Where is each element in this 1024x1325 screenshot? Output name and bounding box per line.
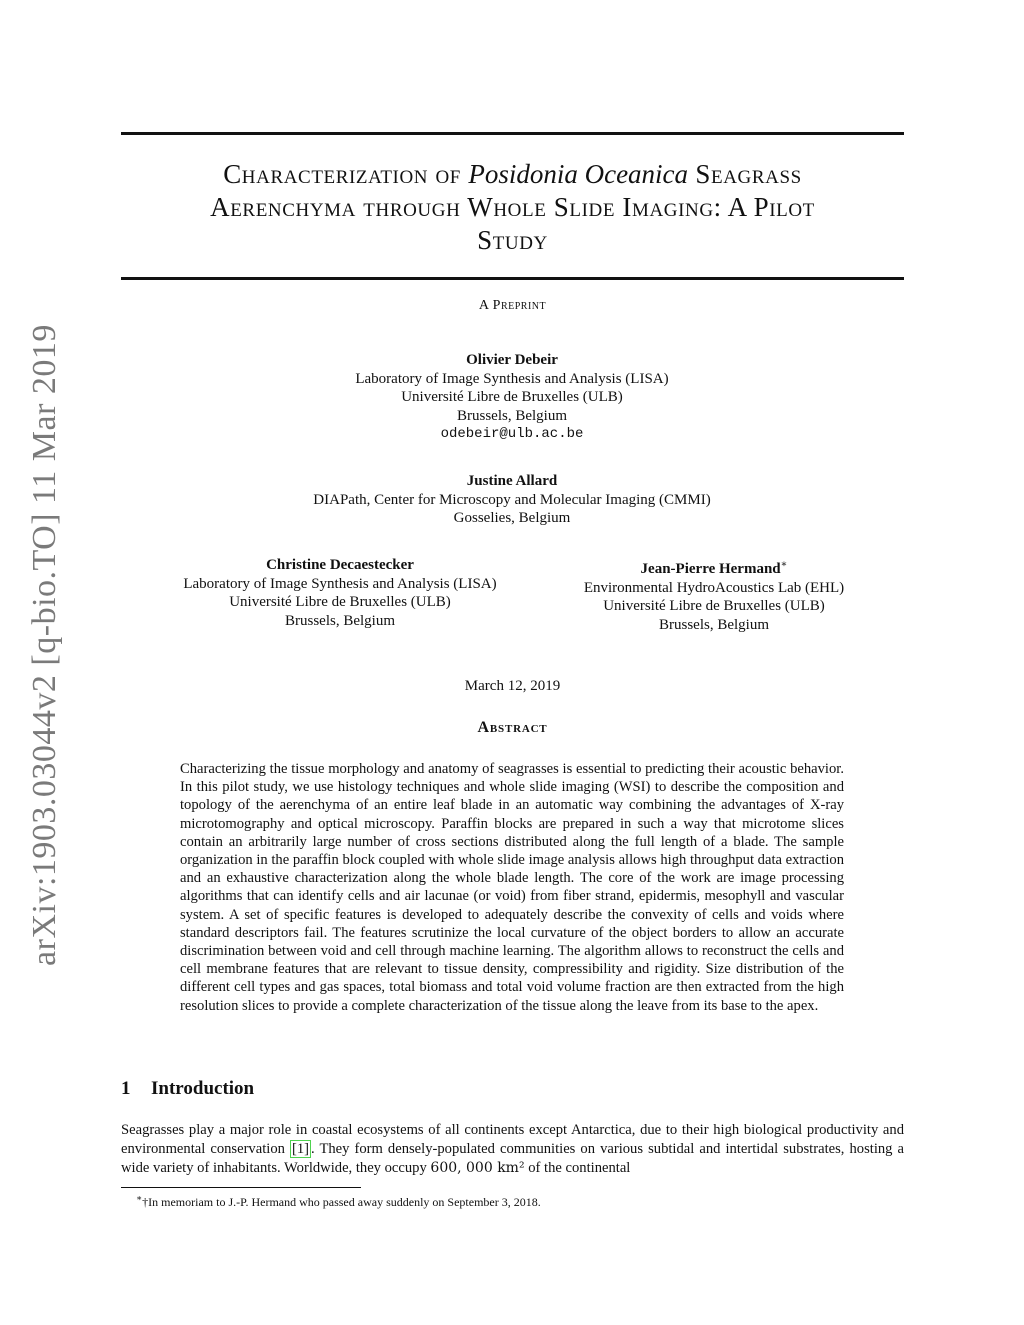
author-name: Christine Decaestecker bbox=[266, 557, 414, 573]
abstract-text: Characterizing the tissue morphology and anatomy of seagrasses is essential to predicting their acoustic behavior. In this pilot study, we use histology techniques and whole slide imaging (WSI) to describe the composition and topology of the aerenchyma of an entire leaf blade in an automatic way combining the advantages of X-ray microtomography and optical microscopy. Paraffin blocks are prepared in such a way that microtome slices contain an arbitrarily large number of cross sections distributed along the full length of a blade. The sample organization in the paraffin block coupled with whole slide image analysis allows high throughput data extraction and an exhaustive characterization along the whole blade length. The core of the work are image processing algorithms that can identify cells and air lacunae (or void) from fiber strand, epidermis, mesophyll and vascular system. A set of specific features is developed to adequately describe the convexity of cells and voids where standard descriptors fail. The features scrutinize the local curvature of the object borders to allow an accurate discrimination between void and cell through machine learning. The algorithm allows to reconstruct the cells and cell membrane features that are relevant to tissue density, compressibility and rigidity. Size distribution of the different cell types and gas spaces, total biomass and total void volume fraction are then extracted from the high resolution slices to provide a complete characterization of the tissue along the leave from its base to the apex. bbox=[180, 761, 844, 1014]
author-email: odebeir@ulb.ac.be bbox=[440, 426, 584, 442]
section-heading bbox=[121, 1078, 254, 1100]
paper-title bbox=[121, 158, 904, 257]
section-title: Introduction bbox=[151, 1078, 255, 1099]
author-block-decaestecker bbox=[140, 556, 540, 630]
title-bottom-rule bbox=[121, 277, 904, 280]
author-affiliation: Université Libre de Bruxelles (ULB) bbox=[603, 598, 825, 614]
title-part2: Seagrass bbox=[688, 159, 802, 189]
author-affiliation: Brussels, Belgium bbox=[658, 616, 769, 633]
title-line3: Study bbox=[477, 225, 548, 255]
author-block-hermand bbox=[564, 556, 864, 634]
author-affiliation: Environmental HydroAcoustics Lab (EHL) bbox=[583, 579, 845, 596]
author-affiliation: Laboratory of Image Synthesis and Analysis (LISA) bbox=[355, 370, 669, 387]
author-name: Justine Allard bbox=[466, 473, 558, 489]
author-name: Jean-Pierre Hermand bbox=[640, 561, 781, 577]
citation-link[interactable]: [1] bbox=[291, 1141, 310, 1157]
title-line2: Aerenchyma through Whole Slide Imaging: A Pilot bbox=[210, 192, 815, 222]
intro-text-middle: . They form densely-populated communities on various subtidal and intertidal substrates, hosting a wide variety of inhabitants. Worldwide, they occupy bbox=[121, 1141, 905, 1176]
footnote-text: †In memoriam to J.-P. Hermand who passed away suddenly on September 3, 2018. bbox=[142, 1195, 541, 1209]
title-top-rule bbox=[121, 132, 904, 135]
intro-text-start: Seagrasses play a major role in coastal ecosystems of all continents except Antarctica, due to their high biological productivity and environmental conservation bbox=[121, 1122, 904, 1157]
author-affiliation: Brussels, Belgium bbox=[284, 612, 395, 629]
footnote bbox=[136, 1193, 541, 1210]
author-affiliation: Gosselies, Belgium bbox=[453, 510, 571, 526]
title-species-name: Posidonia Oceanica bbox=[468, 159, 689, 189]
footnote-marker: ∗ bbox=[780, 559, 788, 570]
author-affiliation: Université Libre de Bruxelles (ULB) bbox=[401, 389, 623, 405]
author-block-debeir bbox=[312, 351, 712, 444]
section-number: 1 bbox=[121, 1078, 131, 1099]
introduction-paragraph bbox=[121, 1121, 904, 1178]
footnote-rule bbox=[121, 1187, 361, 1188]
author-affiliation: Laboratory of Image Synthesis and Analysis (LISA) bbox=[183, 575, 497, 592]
footnote-marker: ∗ bbox=[136, 1193, 143, 1203]
title-part1: Characterization of bbox=[223, 159, 469, 189]
author-block-allard bbox=[262, 472, 762, 528]
author-affiliation: DIAPath, Center for Microscopy and Molecular Imaging (CMMI) bbox=[313, 491, 711, 508]
author-affiliation: Université Libre de Bruxelles (ULB) bbox=[229, 594, 451, 610]
author-affiliation: Brussels, Belgium bbox=[456, 407, 567, 424]
arxiv-identifier-stamp: arXiv:1903.03044v2 [q-bio.TO] 11 Mar 2019 bbox=[26, 324, 63, 966]
author-name: Olivier Debeir bbox=[466, 352, 558, 368]
preprint-label: A Preprint bbox=[478, 298, 547, 313]
abstract-heading: Abstract bbox=[477, 719, 548, 736]
publication-date: March 12, 2019 bbox=[464, 678, 561, 694]
area-value: 600, 000 km² bbox=[430, 1160, 525, 1176]
intro-text-end: of the continental bbox=[524, 1160, 631, 1176]
author-name-line bbox=[564, 556, 864, 579]
